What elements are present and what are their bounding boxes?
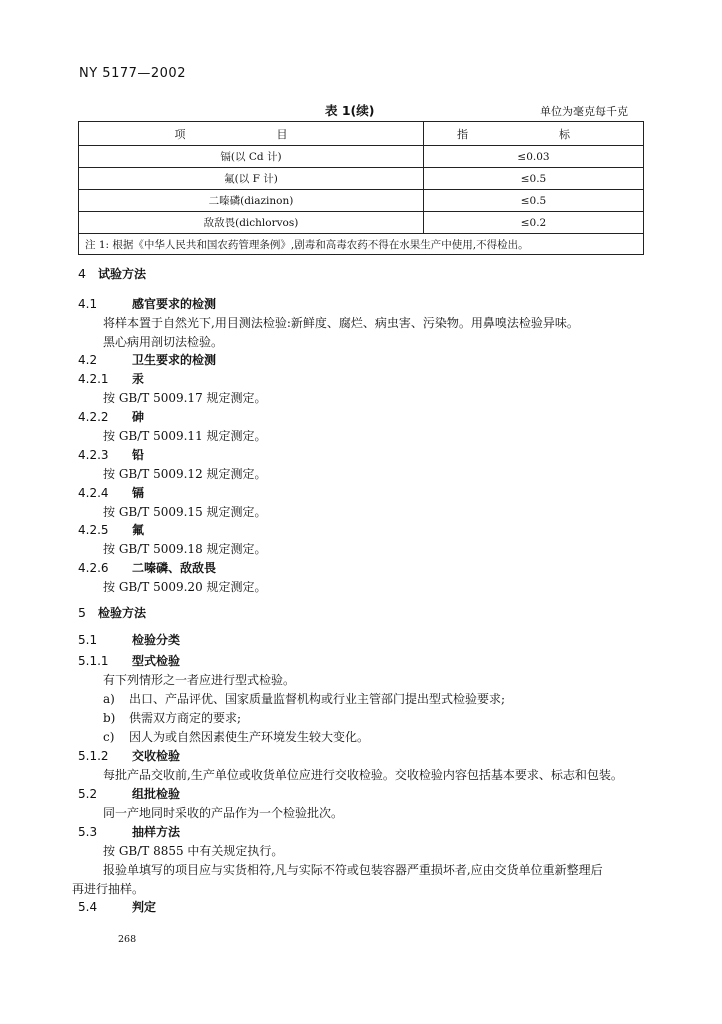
document-code: NY 5177—2002 bbox=[79, 66, 186, 81]
section-number: 4.2.5 bbox=[78, 523, 109, 537]
section-number: 4.2.4 bbox=[78, 486, 109, 500]
section-title: 砷 bbox=[132, 410, 145, 424]
section-title: 交收检验 bbox=[132, 749, 181, 763]
paragraph-text: 按 GB/T 5009.20 规定测定。 bbox=[103, 580, 267, 594]
column-header-item: 项 目 bbox=[79, 122, 424, 146]
table-cell-item: 敌敌畏(dichlorvos) bbox=[79, 212, 424, 234]
page-number: 268 bbox=[118, 934, 137, 945]
table-cell-index: ≤0.2 bbox=[423, 212, 643, 234]
section-number: 4.2.1 bbox=[78, 372, 109, 386]
paragraph-text: 报验单填写的项目应与实货相符,凡与实际不符或包装容器严重损坏者,应由交货单位重新整理后 bbox=[103, 863, 603, 877]
table-caption: 表 1(续) bbox=[325, 103, 375, 118]
table-note: 注 1: 根据《中华人民共和国农药管理条例》,剧毒和高毒农药不得在水果生产中使用,不得检出。 bbox=[79, 234, 644, 255]
section-title: 抽样方法 bbox=[132, 825, 181, 839]
table-cell-item: 氟(以 F 计) bbox=[79, 168, 424, 190]
list-item-text: 因人为或自然因素使生产环境发生较大变化。 bbox=[129, 730, 370, 744]
table-row bbox=[79, 212, 644, 234]
paragraph-text: 按 GB/T 5009.12 规定测定。 bbox=[103, 467, 267, 481]
table-note-row bbox=[79, 234, 644, 255]
list-marker: b) bbox=[103, 711, 116, 725]
section-heading bbox=[78, 370, 144, 387]
section-title: 试验方法 bbox=[98, 267, 147, 281]
section-heading bbox=[78, 604, 146, 621]
paragraph-text: 按 GB/T 8855 中有关规定执行。 bbox=[103, 844, 284, 858]
section-heading bbox=[78, 351, 216, 368]
table-cell-index: ≤0.5 bbox=[423, 168, 643, 190]
section-title: 感官要求的检测 bbox=[132, 297, 217, 311]
section-heading bbox=[78, 747, 180, 764]
section-number: 4.1 bbox=[78, 297, 98, 311]
table-cell-item: 镉(以 Cd 计) bbox=[79, 146, 424, 168]
section-title: 氟 bbox=[132, 523, 145, 537]
list-item bbox=[103, 690, 505, 707]
table-header-row bbox=[79, 122, 644, 146]
section-title: 卫生要求的检测 bbox=[132, 353, 217, 367]
paragraph-text: 每批产品交收前,生产单位或收货单位应进行交收检验。交收检验内容包括基本要求、标志和包装。 bbox=[103, 768, 623, 782]
paragraph-text: 按 GB/T 5009.15 规定测定。 bbox=[103, 505, 267, 519]
paragraph-text: 按 GB/T 5009.11 规定测定。 bbox=[103, 429, 267, 443]
table-cell-index: ≤0.5 bbox=[423, 190, 643, 212]
section-number: 5.1.2 bbox=[78, 749, 109, 763]
table-cell-index: ≤0.03 bbox=[423, 146, 643, 168]
table-unit: 单位为毫克每千克 bbox=[540, 105, 628, 118]
section-title: 检验方法 bbox=[98, 606, 147, 620]
section-number: 5.3 bbox=[78, 825, 98, 839]
section-number: 4.2 bbox=[78, 353, 98, 367]
section-heading bbox=[78, 631, 180, 648]
section-heading bbox=[78, 265, 146, 282]
section-heading bbox=[78, 559, 216, 576]
list-item bbox=[103, 709, 241, 726]
section-heading bbox=[78, 484, 144, 501]
table-row bbox=[79, 168, 644, 190]
table-cell-item: 二嗪磷(diazinon) bbox=[79, 190, 424, 212]
list-item-text: 出口、产品评优、国家质量监督机构或行业主管部门提出型式检验要求; bbox=[129, 692, 506, 706]
section-title: 型式检验 bbox=[132, 654, 181, 668]
section-title: 组批检验 bbox=[132, 787, 181, 801]
section-heading bbox=[78, 408, 144, 425]
paragraph-text: 再进行抽样。 bbox=[72, 882, 145, 896]
section-heading bbox=[78, 898, 156, 915]
paragraph-text: 按 GB/T 5009.17 规定测定。 bbox=[103, 391, 267, 405]
list-marker: a) bbox=[103, 692, 115, 706]
section-number: 5.2 bbox=[78, 787, 98, 801]
section-title: 二嗪磷、敌敌畏 bbox=[132, 561, 217, 575]
section-number: 5 bbox=[78, 605, 86, 620]
section-number: 4.2.2 bbox=[78, 410, 109, 424]
section-title: 检验分类 bbox=[132, 633, 181, 647]
list-item bbox=[103, 728, 369, 745]
paragraph-text: 有下列情形之一者应进行型式检验。 bbox=[103, 673, 296, 687]
section-title: 判定 bbox=[132, 900, 157, 914]
section-title: 汞 bbox=[132, 372, 145, 386]
column-header-index: 指 标 bbox=[423, 122, 643, 146]
section-number: 4.2.3 bbox=[78, 448, 109, 462]
section-number: 4.2.6 bbox=[78, 561, 109, 575]
limits-table bbox=[78, 121, 644, 255]
section-heading bbox=[78, 652, 180, 669]
paragraph-text: 黑心病用剖切法检验。 bbox=[103, 335, 224, 349]
paragraph-text: 按 GB/T 5009.18 规定测定。 bbox=[103, 542, 267, 556]
paragraph-text: 将样本置于自然光下,用目测法检验:新鲜度、腐烂、病虫害、污染物。用鼻嗅法检验异味。 bbox=[103, 316, 579, 330]
section-heading bbox=[78, 295, 216, 312]
section-number: 5.4 bbox=[78, 900, 98, 914]
section-number: 4 bbox=[78, 266, 86, 281]
section-number: 5.1.1 bbox=[78, 654, 109, 668]
paragraph-text: 同一产地同时采收的产品作为一个检验批次。 bbox=[103, 806, 344, 820]
list-item-text: 供需双方商定的要求; bbox=[129, 711, 242, 725]
section-heading bbox=[78, 785, 180, 802]
list-marker: c) bbox=[103, 730, 115, 744]
section-title: 镉 bbox=[132, 486, 145, 500]
section-number: 5.1 bbox=[78, 633, 98, 647]
table-row bbox=[79, 190, 644, 212]
section-heading bbox=[78, 823, 180, 840]
section-heading bbox=[78, 521, 144, 538]
table-row bbox=[79, 146, 644, 168]
section-heading bbox=[78, 446, 144, 463]
section-title: 铅 bbox=[132, 448, 145, 462]
